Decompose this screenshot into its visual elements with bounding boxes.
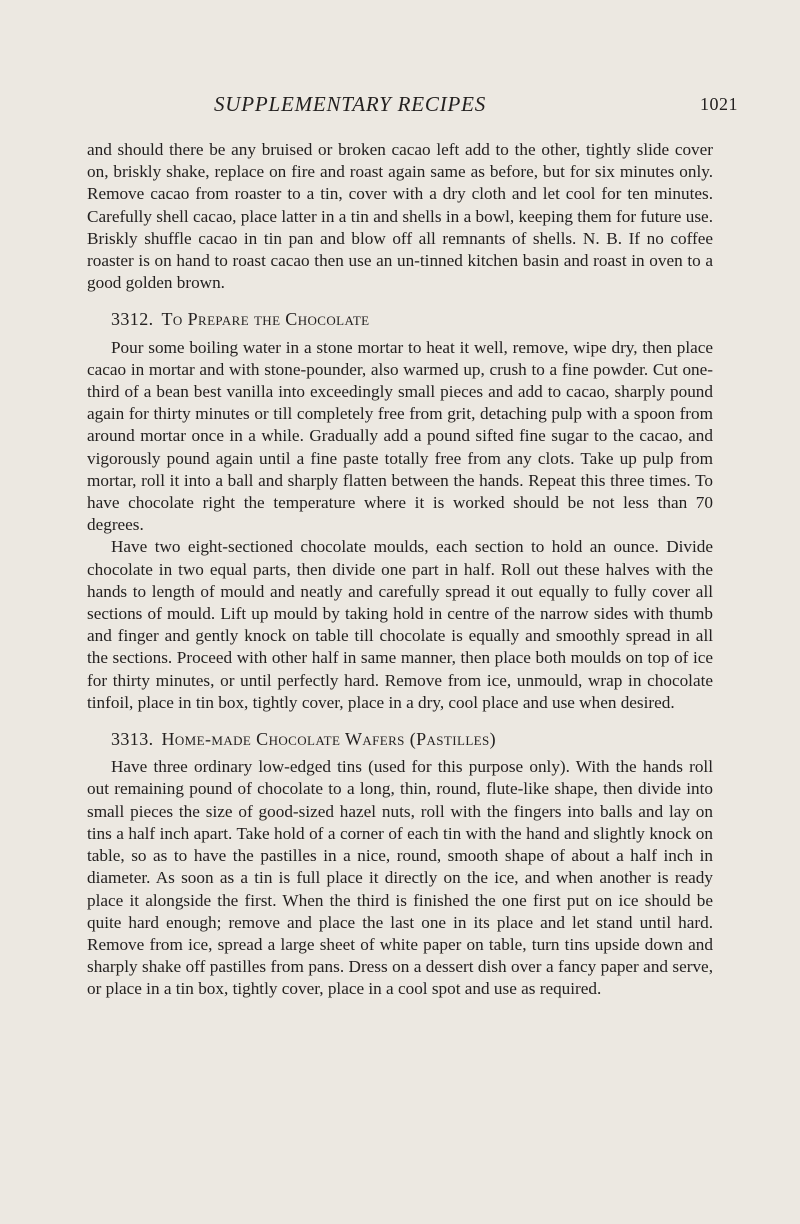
paragraph: Have three ordinary low-edged tins (used for this purpose only). With the hands roll out remaining pound of chocolate to a long, thin, round, flute-like shape, then divide into small pieces the size of good-sized hazel nuts, roll with the fingers into balls and lay on tins a half inch apart. Take hold of a corner of each tin with the hand and slightly knock on table, so as to have the pastilles in a nice, round, smooth shape of about a half inch in diameter. As soon as a tin is full place it directly on the ice, and when another is ready place it alongside the first. When the third is finished the one first put on ice should be quite hard enough; remove and place the last one in its place and let stand until hard. Remove from ice, spread a large sheet of white paper on table, turn tins upside down and sharply shake off pastilles from pans. Dress on a dessert dish over a fancy paper and serve, or place in a tin box, tightly cover, place in a cool spot and use as required. <box>87 757 713 999</box>
page-number: 1021 <box>700 94 738 114</box>
recipe-number: 3313. <box>111 729 154 750</box>
running-head <box>0 92 800 122</box>
body-text <box>87 139 713 1001</box>
recipe-title: To Prepare the Chocolate <box>161 309 370 330</box>
continuation-paragraph: and should there be any bruised or broken cacao left add to the other, tightly slide cover on, briskly shake, replace on fire and roast again same as before, but for six minutes only. Remove cacao from roaster to a tin, cover with a dry cloth and let cool for ten minutes. Carefully shell cacao, place latter in a tin and shells in a bowl, keeping them for future use. Briskly shuffle cacao in tin pan and blow off all remnants of shells. N. B. If no coffee roaster is on hand to roast cacao then use an un-tinned kitchen basin and roast in oven to a good golden brown. <box>87 140 713 293</box>
recipe-title: Home-made Chocolate Wafers (Pastilles) <box>161 729 497 750</box>
running-title: SUPPLEMENTARY RECIPES <box>213 92 487 116</box>
paragraph: Pour some boiling water in a stone mortar to heat it well, remove, wipe dry, then place cacao in mortar and with stone-pounder, also warmed up, crush to a fine powder. Cut one-third of a bean best vanilla into exceedingly small pieces and add to cacao, sharply pound again for thirty minutes or till completely free from grit, detaching pulp with a spoon from around mortar once in a while. Gradually add a pound sifted fine sugar to the cacao, and vigorously pound again until a fine paste totally free from any clots. Take up pulp from mortar, roll it into a ball and sharply flatten between the hands. Repeat this three times. To have chocolate right the temperature where it is worked should be not less than 70 degrees. <box>87 337 713 535</box>
recipe-heading-3313 <box>111 728 713 750</box>
recipe-number: 3312. <box>111 309 154 330</box>
recipe-heading-3312 <box>111 308 713 330</box>
paragraph: Have two eight-sectioned chocolate moulds, each section to hold an ounce. Divide chocolate in two equal parts, then divide one part in half. Roll out these halves with the hands to length of mould and neatly and carefully spread it out equally to fully cover all sections of mould. Lift up mould by taking hold in centre of the narrow sides with thumb and finger and gently knock on table till chocolate is equally and smoothly spread in all the sections. Proceed with other half in same manner, then place both moulds on top of ice for thirty minutes, or until perfectly hard. Remove from ice, unmould, wrap in chocolate tinfoil, place in tin box, tightly cover, place in a dry, cool place and use when desired. <box>87 537 713 712</box>
